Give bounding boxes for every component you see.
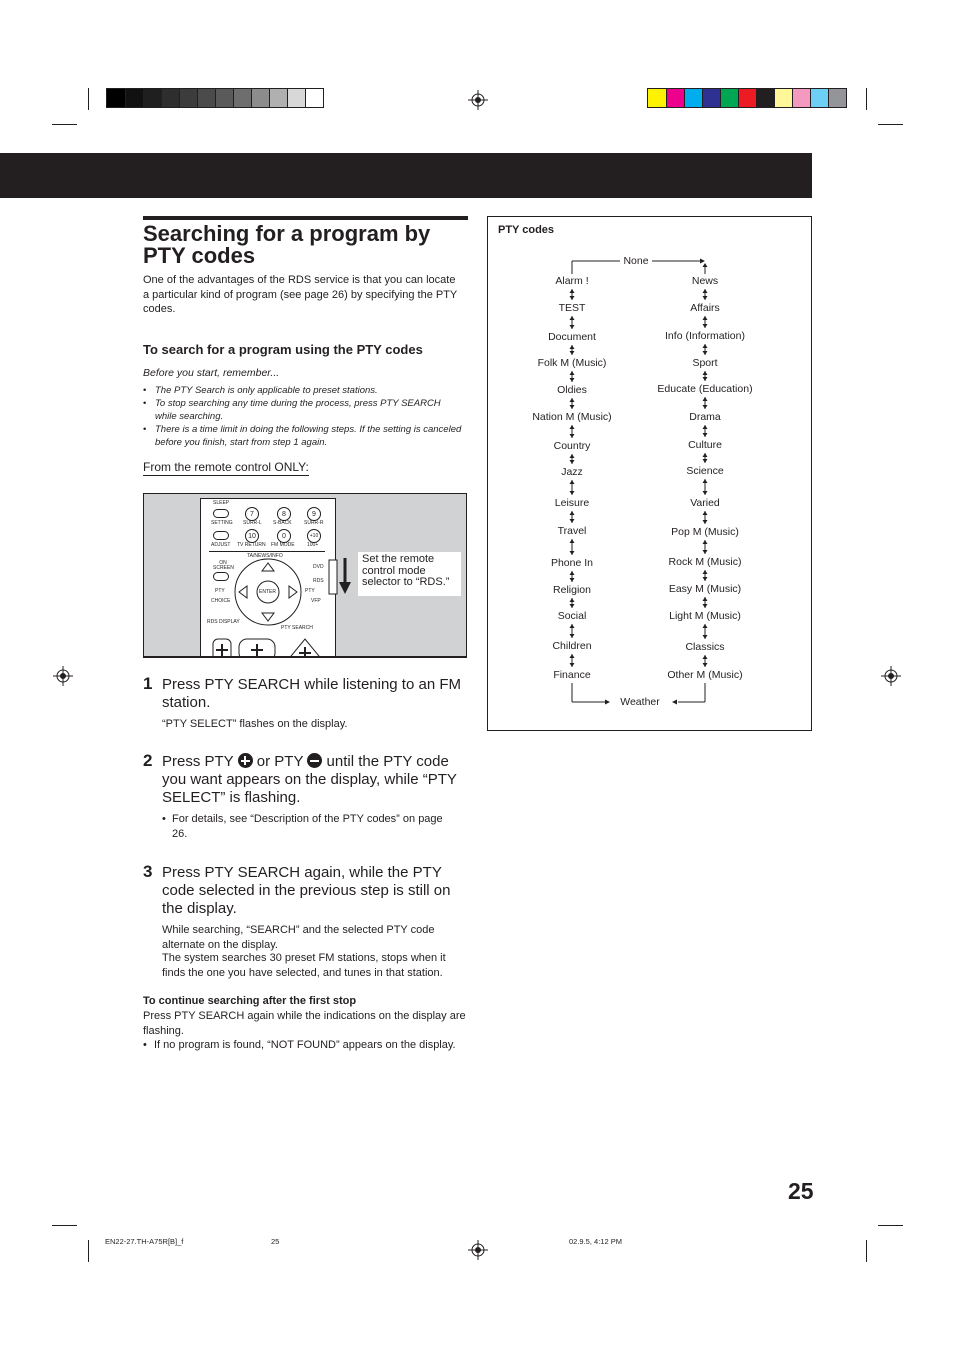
pty-plus-label: PTY: [305, 588, 315, 594]
key-10-button[interactable]: 10: [245, 529, 259, 543]
header-band: [0, 153, 812, 198]
dvd-label: DVD: [313, 564, 324, 570]
color-swatch: [251, 89, 269, 107]
crop-mark: [52, 1225, 77, 1226]
arrow-head-icon: [570, 598, 575, 602]
arrow-head-icon: [570, 604, 575, 608]
arrow-head-icon: [570, 634, 575, 638]
before-label: Before you start, remember...: [143, 367, 280, 379]
arrow-head-icon: [703, 635, 708, 639]
arrow-head-icon: [703, 263, 708, 267]
pty-code-right-8: Varied: [690, 497, 720, 509]
arrow-head-icon: [703, 289, 708, 293]
pty-minus-label: PTY: [215, 588, 225, 594]
arrow-head-icon: [570, 398, 575, 402]
step-1-sub: “PTY SELECT” flashes on the display.: [162, 718, 348, 730]
arrow-head-icon: [703, 663, 708, 667]
rds-label: RDS: [313, 578, 324, 584]
color-swatch: [648, 89, 666, 107]
pty-code-left-5: Nation M (Music): [532, 411, 612, 423]
arrow-head-icon: [570, 405, 575, 409]
color-swatch: [828, 89, 846, 107]
key-0-button[interactable]: 0: [277, 529, 291, 543]
choice-label: CHOICE: [211, 598, 231, 604]
arrow-head-icon: [570, 519, 575, 523]
pty-code-right-1: Affairs: [690, 302, 720, 314]
registration-mark-icon: [468, 1240, 488, 1260]
arrow-head-icon: [703, 324, 708, 328]
adjust-button[interactable]: [213, 531, 229, 540]
setting-button[interactable]: [213, 509, 229, 518]
arrow-head-icon: [703, 371, 708, 375]
on-screen-label: ON SCREEN: [213, 560, 234, 571]
color-swatch: [720, 89, 738, 107]
surr-l-label: SURR-L: [243, 520, 262, 526]
arrow-head-icon: [703, 597, 708, 601]
footer-page: 25: [271, 1237, 280, 1246]
arrow-head-icon: [703, 655, 708, 659]
arrow-head-icon: [703, 604, 708, 608]
color-swatch: [179, 89, 197, 107]
crop-mark: [88, 88, 89, 110]
step-2-text: [162, 753, 472, 807]
pty-code-left-13: Children: [552, 640, 592, 652]
divider: [209, 551, 325, 552]
pty-code-left-8: Leisure: [554, 497, 590, 509]
color-swatch: [702, 89, 720, 107]
arrow-head-icon: [703, 351, 708, 355]
arrow-head-icon: [703, 577, 708, 581]
footer-date: 02.9.5, 4:12 PM: [569, 1237, 622, 1246]
pty-code-right-3: Sport: [692, 357, 718, 369]
arrow-head-icon: [703, 433, 708, 437]
enter-label: ENTER: [259, 589, 276, 595]
pty-code-right-13: Classics: [685, 641, 725, 653]
crop-mark: [88, 1240, 89, 1262]
pty-code-left-2: Document: [548, 331, 596, 343]
pty-code-left-10: Phone In: [550, 557, 594, 569]
arrow-head-icon: [570, 491, 575, 495]
key-9-button[interactable]: 9: [307, 507, 321, 521]
intro-text: One of the advantages of the RDS service is that you can locate a particular kind of program (see page 26) by specifying the PTY codes.: [143, 274, 458, 315]
step-2-number: 2: [143, 751, 153, 770]
pty-code-right-7: Science: [686, 465, 724, 477]
arrow-head-icon: [570, 511, 575, 515]
arrow-head-icon: [570, 289, 575, 293]
arrow-head-icon: [570, 325, 575, 329]
color-swatch: [143, 89, 161, 107]
arrow-head-icon: [703, 296, 708, 300]
pty-code-right-0: News: [691, 275, 719, 287]
pty-code-right-12: Light M (Music): [669, 610, 741, 622]
step-2-text-a: Press PTY: [162, 753, 234, 770]
registration-mark-icon: [468, 90, 488, 110]
arrow-head-icon: [570, 539, 575, 543]
arrow-head-icon: [703, 624, 708, 628]
pty-code-left-3: Folk M (Music): [537, 357, 607, 369]
fm-mode-label: FM MODE: [271, 542, 295, 548]
pty-code-left-6: Country: [553, 440, 591, 452]
arrow-head-icon: [703, 520, 708, 524]
pty-code-left-14: Finance: [553, 669, 591, 681]
bottom-buttons-icon: [211, 635, 327, 658]
key-7-button[interactable]: 7: [245, 507, 259, 521]
color-swatch: [215, 89, 233, 107]
remote-illustration: [143, 493, 467, 658]
arrow-head-icon: [703, 511, 708, 515]
step-3-number: 3: [143, 862, 153, 881]
surr-r-label: SURR-R: [304, 520, 324, 526]
arrow-head-icon: [570, 316, 575, 320]
continue-note: If no program is found, “NOT FOUND” appears on the display.: [154, 1039, 456, 1051]
color-swatch: [161, 89, 179, 107]
color-swatch: [287, 89, 305, 107]
remote-body: [200, 498, 336, 658]
step-2-sub-text: For details, see “Description of the PTY codes” on page 26.: [172, 813, 443, 840]
arrow-head-icon: [570, 578, 575, 582]
arrow-head-icon: [570, 654, 575, 658]
arrow-head-icon: [703, 459, 708, 463]
pty-code-left-7: Jazz: [561, 466, 583, 478]
color-swatch: [810, 89, 828, 107]
arrow-head-icon: [570, 434, 575, 438]
pty-code-right-11: Easy M (Music): [668, 583, 742, 595]
arrow-head-icon: [570, 454, 575, 458]
pty-code-left-11: Religion: [553, 584, 591, 596]
arrow-head-icon: [570, 480, 575, 484]
pty-minus-icon: [307, 753, 322, 768]
crop-mark: [866, 1240, 867, 1262]
arrow-head-icon: [703, 550, 708, 554]
pty-code-left-0: Alarm !: [555, 275, 589, 287]
arrow-head-icon: [703, 316, 708, 320]
arrow-head-icon: [703, 425, 708, 429]
color-swatch: [756, 89, 774, 107]
pty-code-left-9: Travel: [557, 525, 587, 537]
arrow-head-icon: [703, 540, 708, 544]
key-100-label: 100+: [307, 542, 319, 548]
tv-return-label: TV RETURN: [237, 542, 266, 548]
pty-plus-icon: [238, 753, 253, 768]
arrow-head-icon: [703, 377, 708, 381]
color-swatch: [233, 89, 251, 107]
key-8-button[interactable]: 8: [277, 507, 291, 521]
gray-color-bar: [106, 88, 324, 108]
pty-code-right-14: Other M (Music): [667, 669, 743, 681]
arrow-head-icon: [570, 624, 575, 628]
notes-list: [143, 384, 463, 449]
arrow-head-icon: [570, 371, 575, 375]
crop-mark: [52, 124, 77, 125]
crop-mark: [878, 1225, 903, 1226]
registration-mark-icon: [881, 666, 901, 686]
pty-code-left-4: Oldies: [557, 384, 587, 396]
process-color-bar: [647, 88, 847, 108]
arrow-head-icon: [570, 551, 575, 555]
pty-code-weather: Weather: [620, 696, 660, 708]
arrow-head-icon: [570, 460, 575, 464]
continue-body-text: Press PTY SEARCH again while the indications on the display are flashing.: [143, 1010, 466, 1037]
arrow-head-icon: [703, 453, 708, 457]
s-back-label: S-BACK: [273, 520, 292, 526]
color-swatch: [666, 89, 684, 107]
pty-code-right-10: Rock M (Music): [668, 556, 742, 568]
pty-code-right-2: Info (Information): [665, 330, 745, 342]
mode-selector-arrow-icon: [328, 554, 352, 598]
color-swatch: [684, 89, 702, 107]
arrow-head-icon: [703, 570, 708, 574]
adjust-label: ADJUST: [211, 542, 231, 548]
step-3-text: Press PTY SEARCH again, while the PTY code selected in the previous step is still on the display.: [162, 864, 451, 917]
pty-code-none: None: [623, 255, 649, 267]
pty-code-right-9: Pop M (Music): [671, 526, 739, 538]
color-swatch: [125, 89, 143, 107]
arrow-head-icon: [570, 345, 575, 349]
arrow-head-icon: [703, 479, 708, 483]
step-1-number: 1: [143, 674, 153, 693]
arrow-head-icon: [570, 351, 575, 355]
page-number: 25: [788, 1178, 814, 1204]
arrow-head-icon: [570, 571, 575, 575]
list-item: • The PTY Search is only applicable to preset stations.: [143, 384, 463, 397]
arrow-head-icon: [703, 405, 708, 409]
ta-news-info-label: TA/NEWS/INFO: [247, 553, 283, 559]
pty-code-left-12: Social: [557, 610, 587, 622]
crop-mark: [866, 88, 867, 110]
list-item: • There is a time limit in doing the following steps. If the setting is canceled before you finish, start from step 1 again.: [143, 423, 463, 449]
arrow-head-icon: [570, 296, 575, 300]
step-3-sub-2: The system searches 30 preset FM stations, stops when it finds the one you have selected, and tunes in that station.: [162, 952, 446, 979]
color-swatch: [792, 89, 810, 107]
arrow-head-icon: [570, 663, 575, 667]
page-title: Searching for a program by PTY codes: [143, 216, 468, 267]
color-swatch: [197, 89, 215, 107]
pty-codes-title: PTY codes: [498, 224, 555, 236]
arrow-head-icon: [703, 344, 708, 348]
color-swatch: [774, 89, 792, 107]
rds-display-label: RDS DISPLAY: [207, 619, 240, 625]
pty-code-right-4: Educate (Education): [657, 383, 753, 395]
pty-code-right-6: Culture: [688, 439, 722, 451]
arrow-head-icon: [703, 397, 708, 401]
step-1-text: Press PTY SEARCH while listening to an FM station.: [162, 676, 461, 711]
color-swatch: [738, 89, 756, 107]
on-screen-button[interactable]: [213, 572, 229, 581]
key-plus10-button[interactable]: +10: [307, 529, 321, 543]
crop-mark: [878, 124, 903, 125]
pty-code-left-1: TEST: [558, 302, 586, 314]
arrow-head-icon: [570, 378, 575, 382]
color-swatch: [269, 89, 287, 107]
remote-label: From the remote control ONLY:: [143, 460, 309, 474]
pty-search-label: PTY SEARCH: [281, 625, 313, 631]
subheading: To search for a program using the PTY codes: [143, 342, 423, 357]
vfp-label: VFP: [311, 598, 321, 604]
color-swatch: [305, 89, 323, 107]
continue-body: Press PTY SEARCH again while the indications on the display are flashing. • If no program is found, “NOT FOUND” appears on the display.: [143, 1009, 473, 1053]
arrow-head-icon: [570, 425, 575, 429]
step-3-sub-1: While searching, “SEARCH” and the selected PTY code alternate on the display.: [162, 924, 435, 951]
step-2-sub: • For details, see “Description of the PTY codes” on page 26.: [162, 813, 443, 840]
sleep-label: SLEEP: [213, 500, 230, 506]
arrow-head-icon: [703, 491, 708, 495]
setting-label: SETTING: [211, 520, 233, 526]
footer-file: EN22-27.TH-A75R[B]_f: [105, 1237, 184, 1246]
mode-selector-callout: Set the remote control mode selector to “RDS.”: [358, 552, 461, 596]
color-swatch: [107, 89, 125, 107]
pty-code-right-5: Drama: [689, 411, 721, 423]
step-2-text-c: until the PTY code you want appears on the display, while “PTY SELECT” is flashing.: [162, 753, 457, 806]
list-item: • To stop searching any time during the process, press PTY SEARCH while searching.: [143, 397, 463, 423]
registration-mark-icon: [53, 666, 73, 686]
step-2-text-b: or PTY: [256, 753, 304, 770]
continue-heading: To continue searching after the first stop: [143, 995, 357, 1007]
